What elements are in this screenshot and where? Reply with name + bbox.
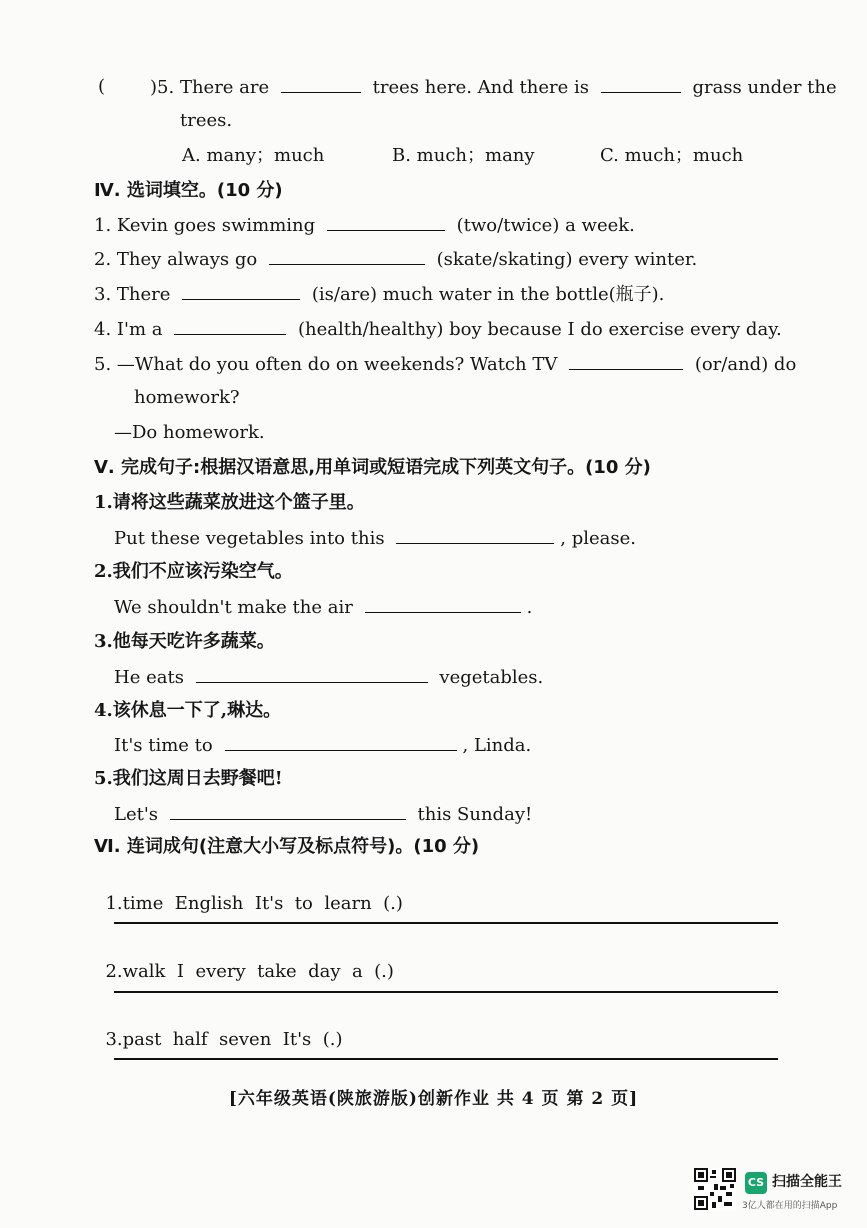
sec4-item-5-answer: —Do homework.	[114, 422, 265, 443]
sec5-item-4-cn	[94, 700, 281, 722]
sec4-item-number: 3.	[94, 284, 112, 305]
q5-option-c: C. much；much	[600, 145, 744, 166]
sec4-item-5	[94, 353, 796, 376]
sec5-item-after: , please.	[560, 528, 637, 549]
sec5-item-after: .	[526, 597, 533, 618]
sec5-item-3-en	[114, 666, 543, 689]
sec5-item-after: vegetables.	[439, 667, 544, 688]
sec4-blank-1[interactable]	[327, 214, 445, 231]
sec5-item-number: 1.	[94, 492, 113, 513]
q5-blank1[interactable]	[281, 76, 361, 93]
qr-code-icon	[694, 1168, 736, 1210]
sec4-item-after: (skate/skating) every winter.	[436, 249, 698, 270]
sec5-item-4-en	[114, 734, 531, 757]
camscanner-name: 扫描全能王	[772, 1174, 842, 1190]
sec4-blank-2[interactable]	[269, 248, 425, 265]
q5-line2: trees.	[180, 110, 233, 131]
sec6-item-words: time English It's to learn (.)	[122, 893, 403, 914]
sec5-item-number: 5.	[94, 768, 113, 789]
sec4-item-4	[94, 318, 782, 341]
sec4-item-number: 2.	[94, 249, 112, 270]
sec4-item-3	[94, 283, 664, 306]
sec6-answer-line-1[interactable]	[114, 922, 778, 924]
q5-paren-open: (	[98, 76, 106, 97]
sec5-item-before: He eats	[114, 667, 184, 688]
sec6-answer-line-3[interactable]	[114, 1058, 778, 1060]
sec5-item-after: , Linda.	[462, 735, 532, 756]
q5-option-a: A. many；much	[182, 145, 325, 166]
sec6-item-2	[94, 939, 394, 983]
sec5-item-5-en	[114, 803, 532, 826]
sec5-item-after: this Sunday!	[417, 804, 533, 825]
sec5-blank-4[interactable]	[225, 734, 457, 751]
sec5-item-number: 4.	[94, 700, 113, 721]
sec5-item-1-en	[114, 527, 636, 550]
sec5-item-2-en	[114, 596, 532, 619]
sec4-blank-4[interactable]	[174, 318, 286, 335]
sec4-item-before: —What do you often do on weekends? Watch TV	[116, 354, 558, 375]
sec5-item-before: We shouldn't make the air	[114, 597, 353, 618]
q5-line1	[150, 76, 837, 99]
sec5-item-before: Put these vegetables into this	[114, 528, 385, 549]
sec6-item-words: past half seven It's (.)	[122, 1029, 343, 1050]
sec4-item-before: Kevin goes swimming	[116, 215, 316, 236]
section-6-title: Ⅵ. 连词成句(注意大小写及标点符号)。(10 分)	[94, 836, 480, 857]
sec4-item-before: I'm a	[116, 319, 163, 340]
sec4-item-after: (health/healthy) boy because I do exercise every day.	[297, 319, 782, 340]
sec4-item-after: (two/twice) a week.	[456, 215, 635, 236]
sec6-item-1	[94, 871, 403, 915]
q5-text3: grass under the	[692, 77, 837, 98]
sec6-answer-line-2[interactable]	[114, 991, 778, 993]
sec4-item-2	[94, 248, 697, 271]
q5-text2: trees here. And there is	[372, 77, 589, 98]
sec5-item-number: 3.	[94, 631, 113, 652]
sec5-item-number: 2.	[94, 561, 113, 582]
sec5-item-1-cn	[94, 492, 365, 514]
sec4-item-5-line2: homework?	[134, 387, 240, 408]
sec5-item-chinese: 请将这些蔬菜放进这个篮子里。	[112, 492, 365, 513]
sec6-item-words: walk I every take day a (.)	[122, 961, 394, 982]
sec4-item-after: (or/and) do	[694, 354, 797, 375]
camscanner-tagline: 3亿人都在用的扫描App	[742, 1201, 838, 1211]
sec5-item-3-cn	[94, 631, 275, 653]
q5-number: )5.	[150, 77, 175, 98]
sec5-blank-1[interactable]	[396, 527, 554, 544]
sec5-item-chinese: 我们不应该污染空气。	[112, 561, 293, 582]
sec5-item-5-cn	[94, 768, 283, 790]
page-footer: [六年级英语(陕旅游版)创新作业 共 4 页 第 2 页]	[228, 1089, 639, 1109]
sec5-item-chinese: 我们这周日去野餐吧!	[112, 768, 283, 789]
sec4-item-before: They always go	[116, 249, 258, 270]
sec5-item-chinese: 他每天吃许多蔬菜。	[112, 631, 275, 652]
sec6-item-number: 1.	[105, 893, 123, 914]
sec5-blank-2[interactable]	[365, 596, 521, 613]
sec6-item-number: 3.	[105, 1029, 123, 1050]
sec5-item-chinese: 该休息一下了,琳达。	[112, 700, 282, 721]
sec5-blank-3[interactable]	[196, 666, 428, 683]
q5-text1: There are	[179, 77, 270, 98]
sec4-blank-5[interactable]	[569, 353, 683, 370]
sec4-item-number: 5.	[94, 354, 112, 375]
sec5-item-before: It's time to	[114, 735, 213, 756]
sec4-blank-3[interactable]	[182, 283, 300, 300]
sec4-item-before: There	[116, 284, 171, 305]
sec4-item-number: 4.	[94, 319, 112, 340]
sec5-item-before: Let's	[114, 804, 159, 825]
q5-blank2[interactable]	[601, 76, 681, 93]
section-5-title: Ⅴ. 完成句子:根据汉语意思,用单词或短语完成下列英文句子。(10 分)	[94, 457, 651, 478]
sec4-item-after: (is/are) much water in the bottle(瓶子).	[311, 284, 665, 305]
sec5-blank-5[interactable]	[170, 803, 406, 820]
camscanner-logo: CS	[745, 1172, 767, 1194]
sec4-item-1	[94, 214, 635, 237]
sec6-item-3	[94, 1007, 342, 1051]
sec4-item-number: 1.	[94, 215, 112, 236]
q5-option-b: B. much；many	[392, 145, 535, 166]
sec6-item-number: 2.	[105, 961, 123, 982]
sec5-item-2-cn	[94, 561, 293, 583]
section-4-title: Ⅳ. 选词填空。(10 分)	[94, 180, 283, 201]
